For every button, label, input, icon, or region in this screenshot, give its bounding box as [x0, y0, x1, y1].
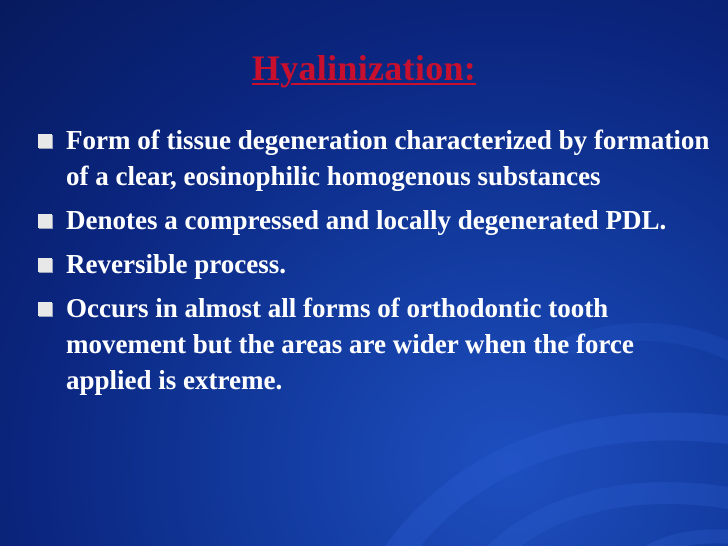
square-bullet-icon — [38, 214, 52, 228]
square-bullet-icon — [38, 258, 52, 272]
bullet-text: Form of tissue degeneration characterized by formation of a clear, eosinophilic homogenous substances — [66, 125, 710, 191]
bullet-text: Occurs in almost all forms of orthodontic tooth movement but the areas are wider when the force applied is extreme. — [66, 293, 634, 395]
bullet-item — [34, 246, 710, 282]
bullet-text: Reversible process. — [66, 249, 286, 279]
square-bullet-icon — [38, 134, 52, 148]
bullet-list — [34, 122, 710, 406]
bullet-item — [34, 122, 710, 194]
square-bullet-icon — [38, 302, 52, 316]
bullet-item — [34, 202, 710, 238]
bullet-text: Denotes a compressed and locally degenerated PDL. — [66, 205, 667, 235]
bullet-item — [34, 290, 710, 398]
slide-title: Hyalinization: — [251, 48, 477, 88]
